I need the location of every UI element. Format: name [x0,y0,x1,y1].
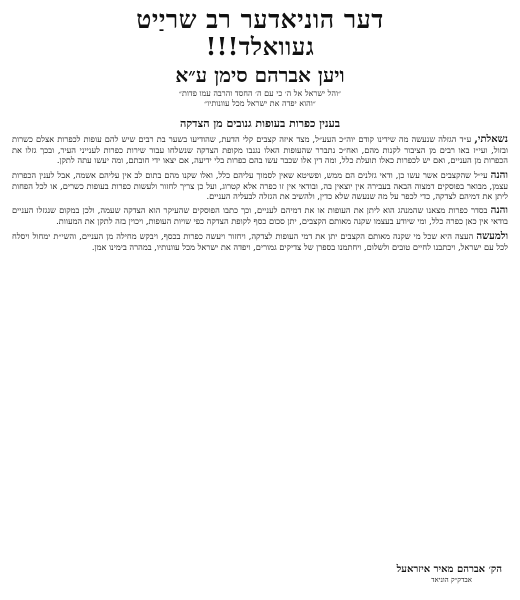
paragraph-lead: והנה [490,169,508,181]
verse-line-1: ״והל ישראל אל ה׳ כי עם ה׳ החסד והרבה עמו פדות״ [178,89,342,98]
signature-name: הק׳ אברהם מאיר איזראעל [396,564,502,575]
paragraph-text: העצה היא שכל מי שקנה מאותם הקצבים יתן את דמי העופות לצדקה, ויחזור ויעשה כפרות בכסף, ויבקש מחילה מן העניים, והשי״ת ימחול ויסלח לכל עם ישראל, ויכתבנו לחיים טובים ולשלום, ויחתמנו בספרן של צדיקים גמורים, ויפדה את ישראל מכל עוונותיו, במהרה בימינו אמן. [12,230,508,252]
document-topic: בענין כפרות בעופות גנובים מן הצדקה [179,117,341,130]
paragraph-text: בסדר כפרות מצאנו שהמנהג הוא ליתן את העופות או את דמיהם לעניים, וכך כתבו הפוסקים שהעיקר הוא הצדקה שעמה, ולכן במקום שנגזלו העניים בודאי אין כאן כפרה כלל, ומי שיודע בעצמו שקנה מאותם הקצבים, יתן סכום כסף לקופת הצדקה כפי שויות העופות, ויכוין בזה לתקן את המעוות. [12,205,508,227]
paragraph-text: ע״ד הגזלה שנעשה מה שידינו קודם יוה״כ העע״ל, מצד איזה קצבים קלי הדעת, שהודיעו בשער בת רבים שיש להם עופות לכפרות אצלם כשרות ובזול, ועי״ז באו רבים מן הציבור לקנות מהם, ואח״כ נתברר שהעופות האלו נגנבו מקופת הצדקה שנשלחו עבור שירות כפרות לענייני העיר, ובכך גזלו את הכפרות מן העניים, ואם יש לכפרות כאלו תועלת כלל, ומה דין אלו שכבר עשו בהם כפרות בלי ידיעה, אם יצאו ידי חובתם, ומה יעשו עתה לתקן. [12,134,508,166]
paragraph-3 [12,205,508,226]
verse-line-2: ״והוא יפדה את ישראל מכל עוונותיו״ [204,99,316,108]
document-body [12,134,508,252]
document-title-line2: געוואלד!!! [205,32,315,61]
paragraph-1 [12,134,508,166]
paragraph-4 [12,231,508,252]
paragraph-lead: נשאלתי, [474,134,508,145]
signature-block [397,564,502,586]
paragraph-text: עי״ל שהקצבים אשר עשו כן, ודאי גזלנים הם ממש, ופשיטא שאין לסמוך עליהם כלל, ואלו שקנו מהם בתום לב אין עליהם אשמה, אבל לענין הכפרות עצמן, מבואר בפוסקים דמצוה הבאה בעבירה אין יוצאין בה, ובודאי אין זו כפרה אלא קטרוג, ועל כן צריך לחזור ולעשות כפרות בעופות כשרים, או לכל הפחות ליתן את דמיהם לצדקה, כדי לכפר על מה שנעשה שלא כדין, ולהשיב את הגזלה לבעליה העניים. [12,169,508,202]
verse-block [12,89,508,109]
paragraph-lead: ולמעשה [476,230,508,242]
paragraph-2 [12,170,508,202]
signature-role: אבדק״ק הוניאד [431,576,472,584]
document-title-line1: דער הוניאדער רב שריַיט [136,5,384,34]
paragraph-lead: והנה [490,205,508,217]
document-author: ויען אברהם סימן ע״א [175,63,345,87]
